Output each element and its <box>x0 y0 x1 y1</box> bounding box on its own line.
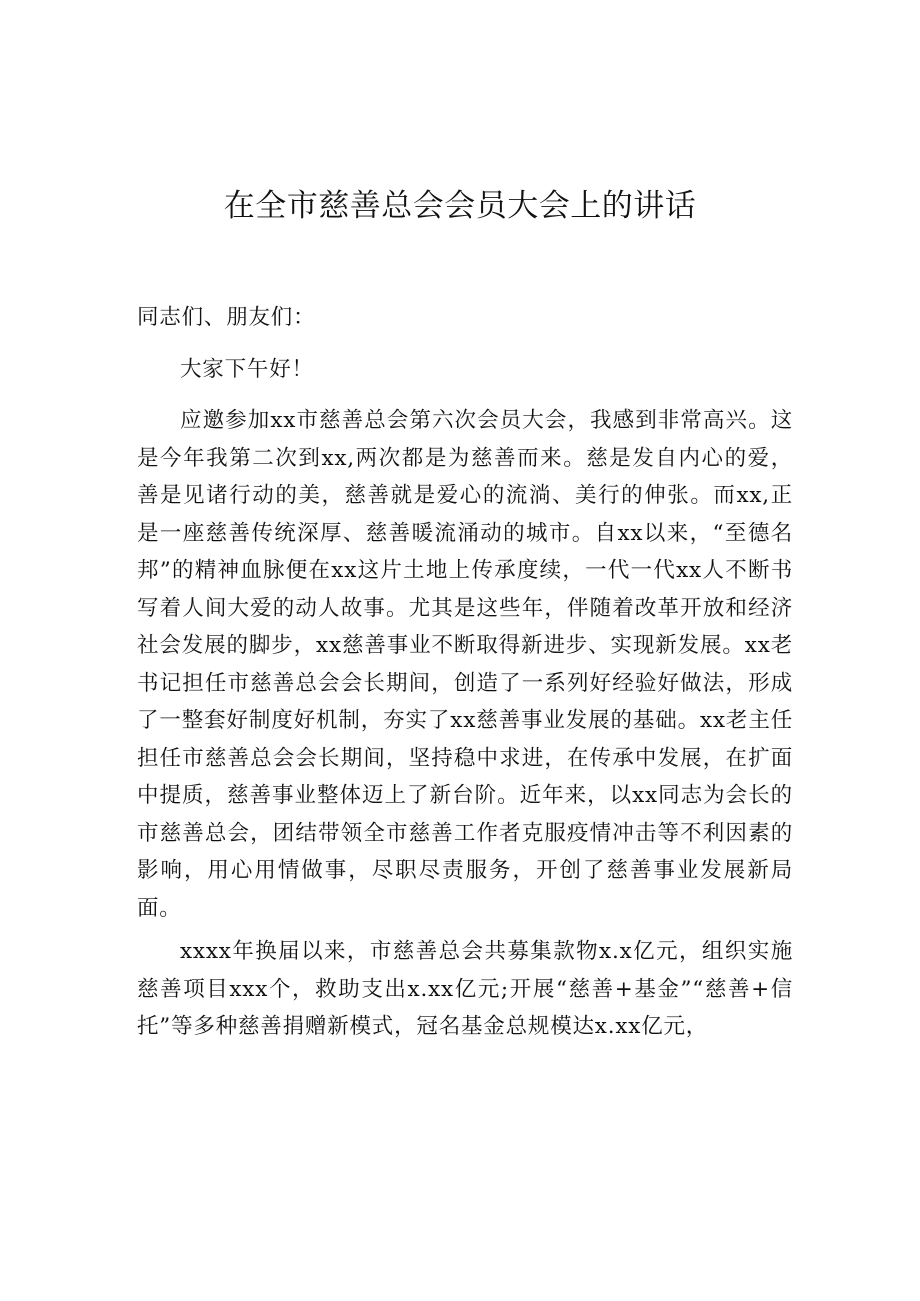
paragraph-2: xxxx年换届以来，市慈善总会共募集款物x.x亿元，组织实施慈善项目xxx个，救助支出x.xx亿元;开展“慈善+基金”“慈善+信托”等多种慈善捐赠新模式，冠名基金总规模达x.xx亿元， <box>137 939 793 1039</box>
document-body <box>137 299 793 1052</box>
document-title: 在全市慈善总会会员大会上的讲话 <box>223 188 697 224</box>
salutation: 同志们、朋友们： <box>137 305 316 330</box>
paragraph-greeting: 大家下午好！ <box>180 356 314 382</box>
paragraph-1: 应邀参加xx市慈善总会第六次会员大会，我感到非常高兴。这是今年我第二次到xx,两次都是为慈善而来。慈是发自内心的爱，善是见诸行动的美，慈善就是爱心的流淌、美行的伸张。而xx,正是一座慈善传统深厚、慈善暖流涌动的城市。自xx以来，“至德名邦”的精神血脉便在xx这片土地上传承度续，一代一代xx人不断书写着人间大爱的动人故事。尤其是这些年，伴随着改革开放和经济社会发展的脚步，xx慈善事业不断取得新进步、实现新发展。xx老书记担任市慈善总会会长期间，创造了一系列好经验好做法，形成了一整套好制度好机制，夯实了xx慈善事业发展的基础。xx老主任担任市慈善总会会长期间，坚持稳中求进，在传承中发展，在扩面中提质，慈善事业整体迈上了新台阶。近年来，以xx同志为会长的市慈善总会，团结带领全市慈善工作者克服疫情冲击等不利因素的影响，用心用情做事，尽职尽责服务，开创了慈善事业发展新局面。 <box>137 408 793 921</box>
